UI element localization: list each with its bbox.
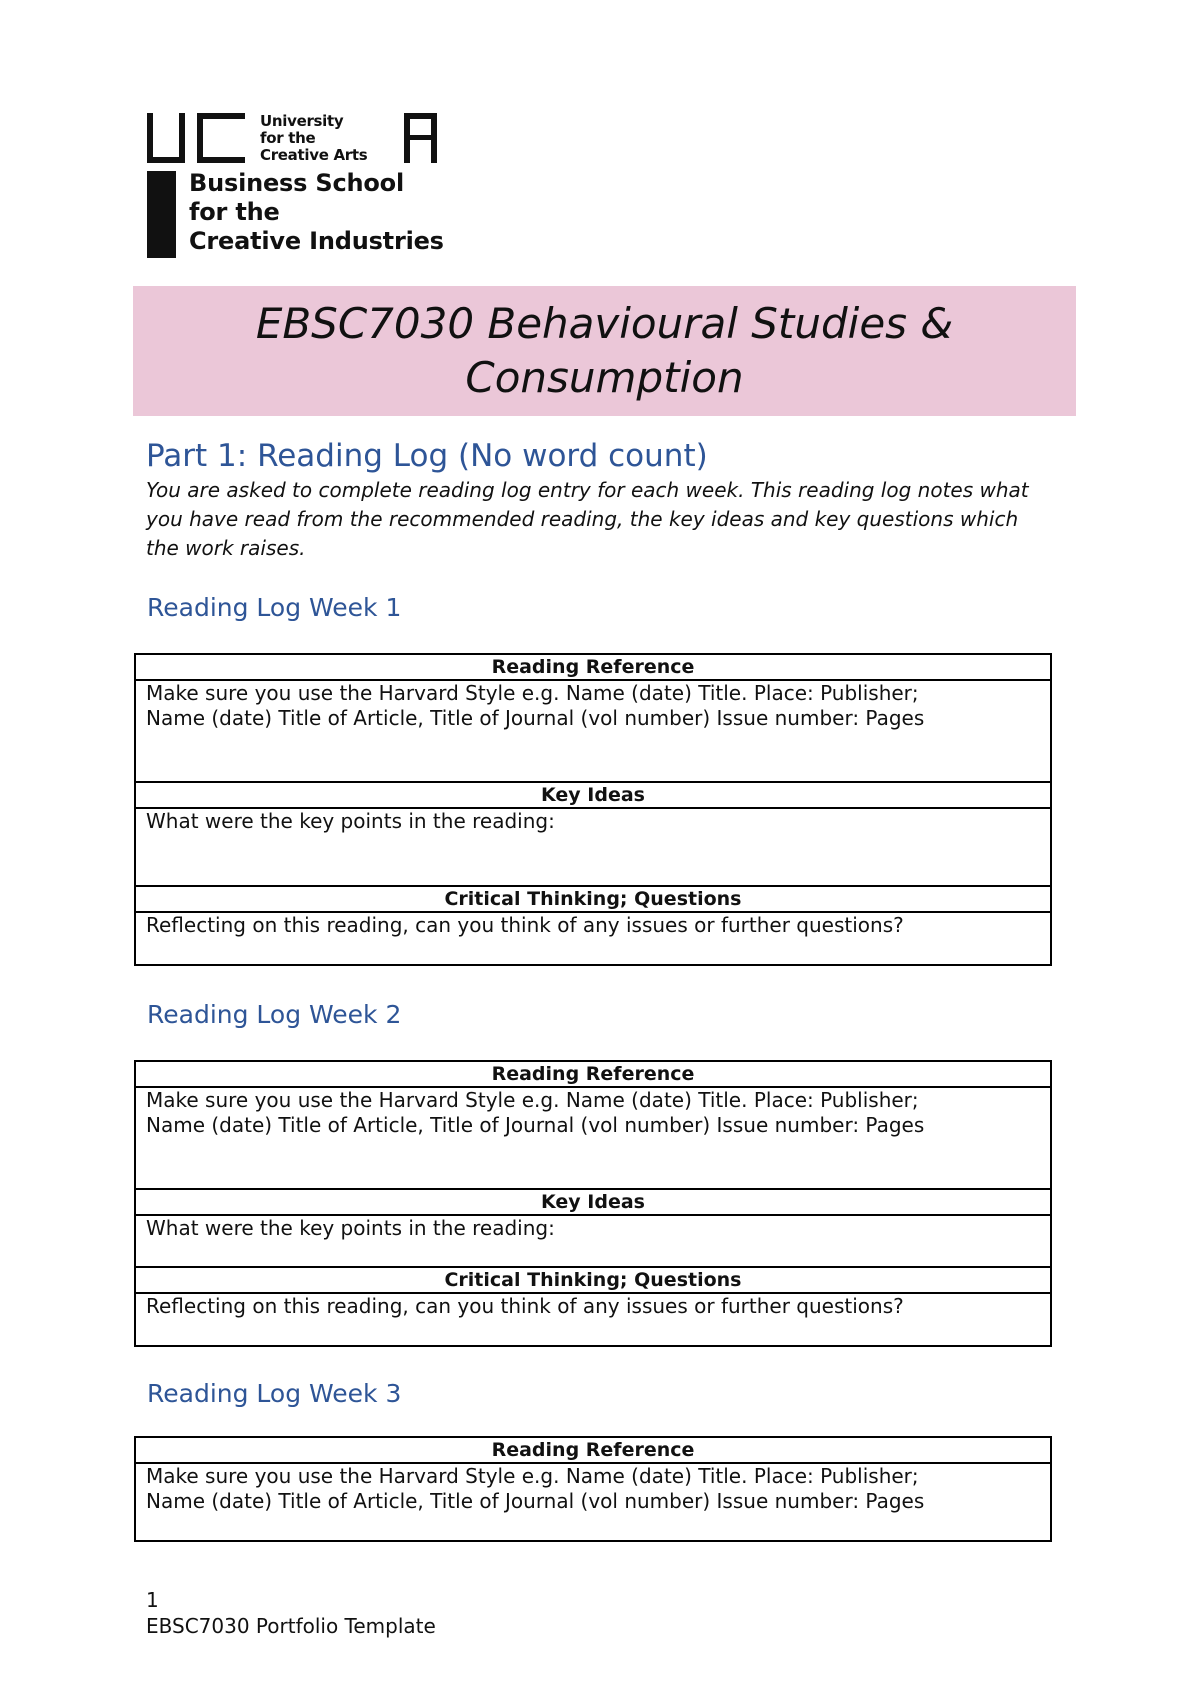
reading-reference-label: Reading Reference xyxy=(135,654,1051,680)
reading-reference-field[interactable] xyxy=(135,1087,1051,1189)
logo-line: Business School xyxy=(189,169,404,197)
key-ideas-field[interactable] xyxy=(135,808,1051,886)
critical-thinking-label: Critical Thinking; Questions xyxy=(135,1267,1051,1293)
reading-reference-field[interactable] xyxy=(135,680,1051,782)
reference-hint-line: Make sure you use the Harvard Style e.g. Name (date) Title. Place: Publisher; xyxy=(146,681,919,705)
footer-document-name: EBSC7030 Portfolio Template xyxy=(146,1614,436,1638)
reading-reference-field[interactable] xyxy=(135,1463,1051,1541)
reference-hint-line: Make sure you use the Harvard Style e.g. Name (date) Title. Place: Publisher; xyxy=(146,1464,919,1488)
logo-university-text xyxy=(260,113,420,164)
key-ideas-label: Key Ideas xyxy=(135,1189,1051,1215)
logo-line: Creative Industries xyxy=(189,227,444,255)
week3-reading-log-table xyxy=(134,1436,1052,1542)
week1-heading: Reading Log Week 1 xyxy=(147,593,402,622)
critical-thinking-label: Critical Thinking; Questions xyxy=(135,886,1051,912)
week1-reading-log-table xyxy=(134,653,1052,966)
reference-hint-line: Name (date) Title of Article, Title of Journal (vol number) Issue number: Pages xyxy=(146,706,925,730)
key-ideas-hint: What were the key points in the reading: xyxy=(146,809,555,833)
key-ideas-hint: What were the key points in the reading: xyxy=(146,1216,555,1240)
document-title: EBSC7030 Behavioural Studies & Consumption xyxy=(255,299,954,402)
key-ideas-label: Key Ideas xyxy=(135,782,1051,808)
week3-heading: Reading Log Week 3 xyxy=(147,1379,402,1408)
critical-thinking-hint: Reflecting on this reading, can you think of any issues or further questions? xyxy=(146,1294,904,1318)
logo-line: for the xyxy=(260,129,316,147)
reading-reference-label: Reading Reference xyxy=(135,1437,1051,1463)
key-ideas-field[interactable] xyxy=(135,1215,1051,1267)
week2-reading-log-table xyxy=(134,1060,1052,1347)
logo-line: for the xyxy=(189,198,280,226)
logo-line: Creative Arts xyxy=(260,146,368,164)
page-number: 1 xyxy=(146,1588,159,1612)
title-band xyxy=(133,286,1076,416)
reading-reference-label: Reading Reference xyxy=(135,1061,1051,1087)
reference-hint-line: Name (date) Title of Article, Title of Journal (vol number) Issue number: Pages xyxy=(146,1489,925,1513)
part1-heading: Part 1: Reading Log (No word count) xyxy=(146,438,708,474)
logo-school-text xyxy=(189,169,449,256)
critical-thinking-hint: Reflecting on this reading, can you think of any issues or further questions? xyxy=(146,913,904,937)
week2-heading: Reading Log Week 2 xyxy=(147,1000,402,1029)
reference-hint-line: Make sure you use the Harvard Style e.g. Name (date) Title. Place: Publisher; xyxy=(146,1088,919,1112)
critical-thinking-field[interactable] xyxy=(135,912,1051,965)
critical-thinking-field[interactable] xyxy=(135,1293,1051,1346)
uca-logo xyxy=(147,112,444,258)
logo-line: University xyxy=(260,112,344,130)
reference-hint-line: Name (date) Title of Article, Title of Journal (vol number) Issue number: Pages xyxy=(146,1113,925,1137)
part1-intro: You are asked to complete reading log entry for each week. This reading log notes what you have read from the recommended reading, the key ideas and key questions which the work raises. xyxy=(146,478,1029,560)
